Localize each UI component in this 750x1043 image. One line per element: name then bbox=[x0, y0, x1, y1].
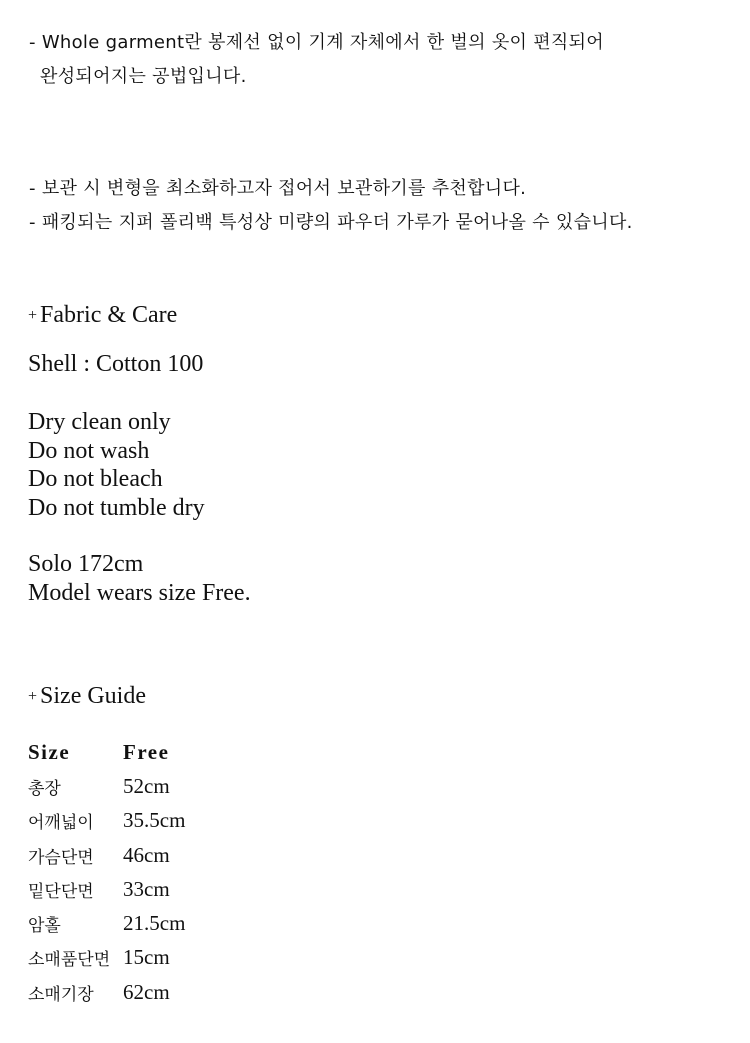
fabric-care-title: Fabric & Care bbox=[40, 302, 178, 328]
measure-label: 소매기장 bbox=[28, 984, 94, 1005]
note-packing: - 패킹되는 지퍼 폴리백 특성상 미량의 파우더 가루가 묻어나올 수 있습니다. bbox=[29, 212, 633, 233]
size-header-label: Size bbox=[28, 739, 71, 764]
note-whole-garment-cont: 완성되어지는 공법입니다. bbox=[40, 66, 247, 87]
model-info bbox=[28, 550, 708, 607]
note-whole-garment: - Whole garment란 봉제선 없이 기계 자체에서 한 벌의 옷이 편직되어 bbox=[29, 32, 604, 53]
fabric-care-heading bbox=[28, 302, 177, 329]
measure-value: 33cm bbox=[123, 876, 170, 901]
model-height: Solo 172cm bbox=[28, 551, 144, 577]
size-table bbox=[28, 735, 185, 1009]
care-instructions bbox=[28, 408, 708, 522]
note-storage: - 보관 시 변형을 최소화하고자 접어서 보관하기를 추천합니다. bbox=[29, 178, 527, 199]
size-table-header bbox=[28, 735, 185, 769]
table-row bbox=[28, 769, 185, 803]
size-guide-title: Size Guide bbox=[40, 683, 147, 709]
measure-value: 62cm bbox=[123, 979, 170, 1004]
measure-label: 밑단단면 bbox=[28, 881, 94, 902]
measure-value: 46cm bbox=[123, 842, 170, 867]
measure-value: 35.5cm bbox=[123, 808, 186, 833]
table-row bbox=[28, 975, 185, 1009]
measure-label: 암홀 bbox=[28, 916, 61, 937]
measure-value: 21.5cm bbox=[123, 911, 186, 936]
care-item: Do not tumble dry bbox=[28, 494, 205, 521]
plus-marker: + bbox=[28, 688, 38, 705]
measure-label: 가슴단면 bbox=[28, 847, 94, 868]
size-guide-heading bbox=[28, 683, 146, 710]
size-header-value: Free bbox=[123, 739, 170, 764]
measure-value: 15cm bbox=[123, 945, 170, 970]
shell-composition: Shell : Cotton 100 bbox=[28, 351, 204, 377]
care-item: Do not bleach bbox=[28, 466, 163, 492]
measure-label: 어깨넓이 bbox=[28, 813, 94, 834]
care-item: Do not wash bbox=[28, 437, 150, 464]
measure-label: 소매품단면 bbox=[28, 950, 111, 971]
model-size: Model wears size Free. bbox=[28, 579, 251, 606]
measure-value: 52cm bbox=[123, 773, 170, 798]
table-row bbox=[28, 872, 185, 906]
product-notes bbox=[29, 26, 729, 240]
measure-label: 총장 bbox=[28, 778, 61, 799]
spacer bbox=[29, 94, 729, 172]
table-row bbox=[28, 838, 185, 872]
table-row bbox=[28, 906, 185, 940]
care-item: Dry clean only bbox=[28, 409, 171, 435]
fabric-composition bbox=[28, 350, 708, 379]
plus-marker: + bbox=[28, 307, 38, 324]
table-row bbox=[28, 941, 185, 975]
table-row bbox=[28, 804, 185, 838]
